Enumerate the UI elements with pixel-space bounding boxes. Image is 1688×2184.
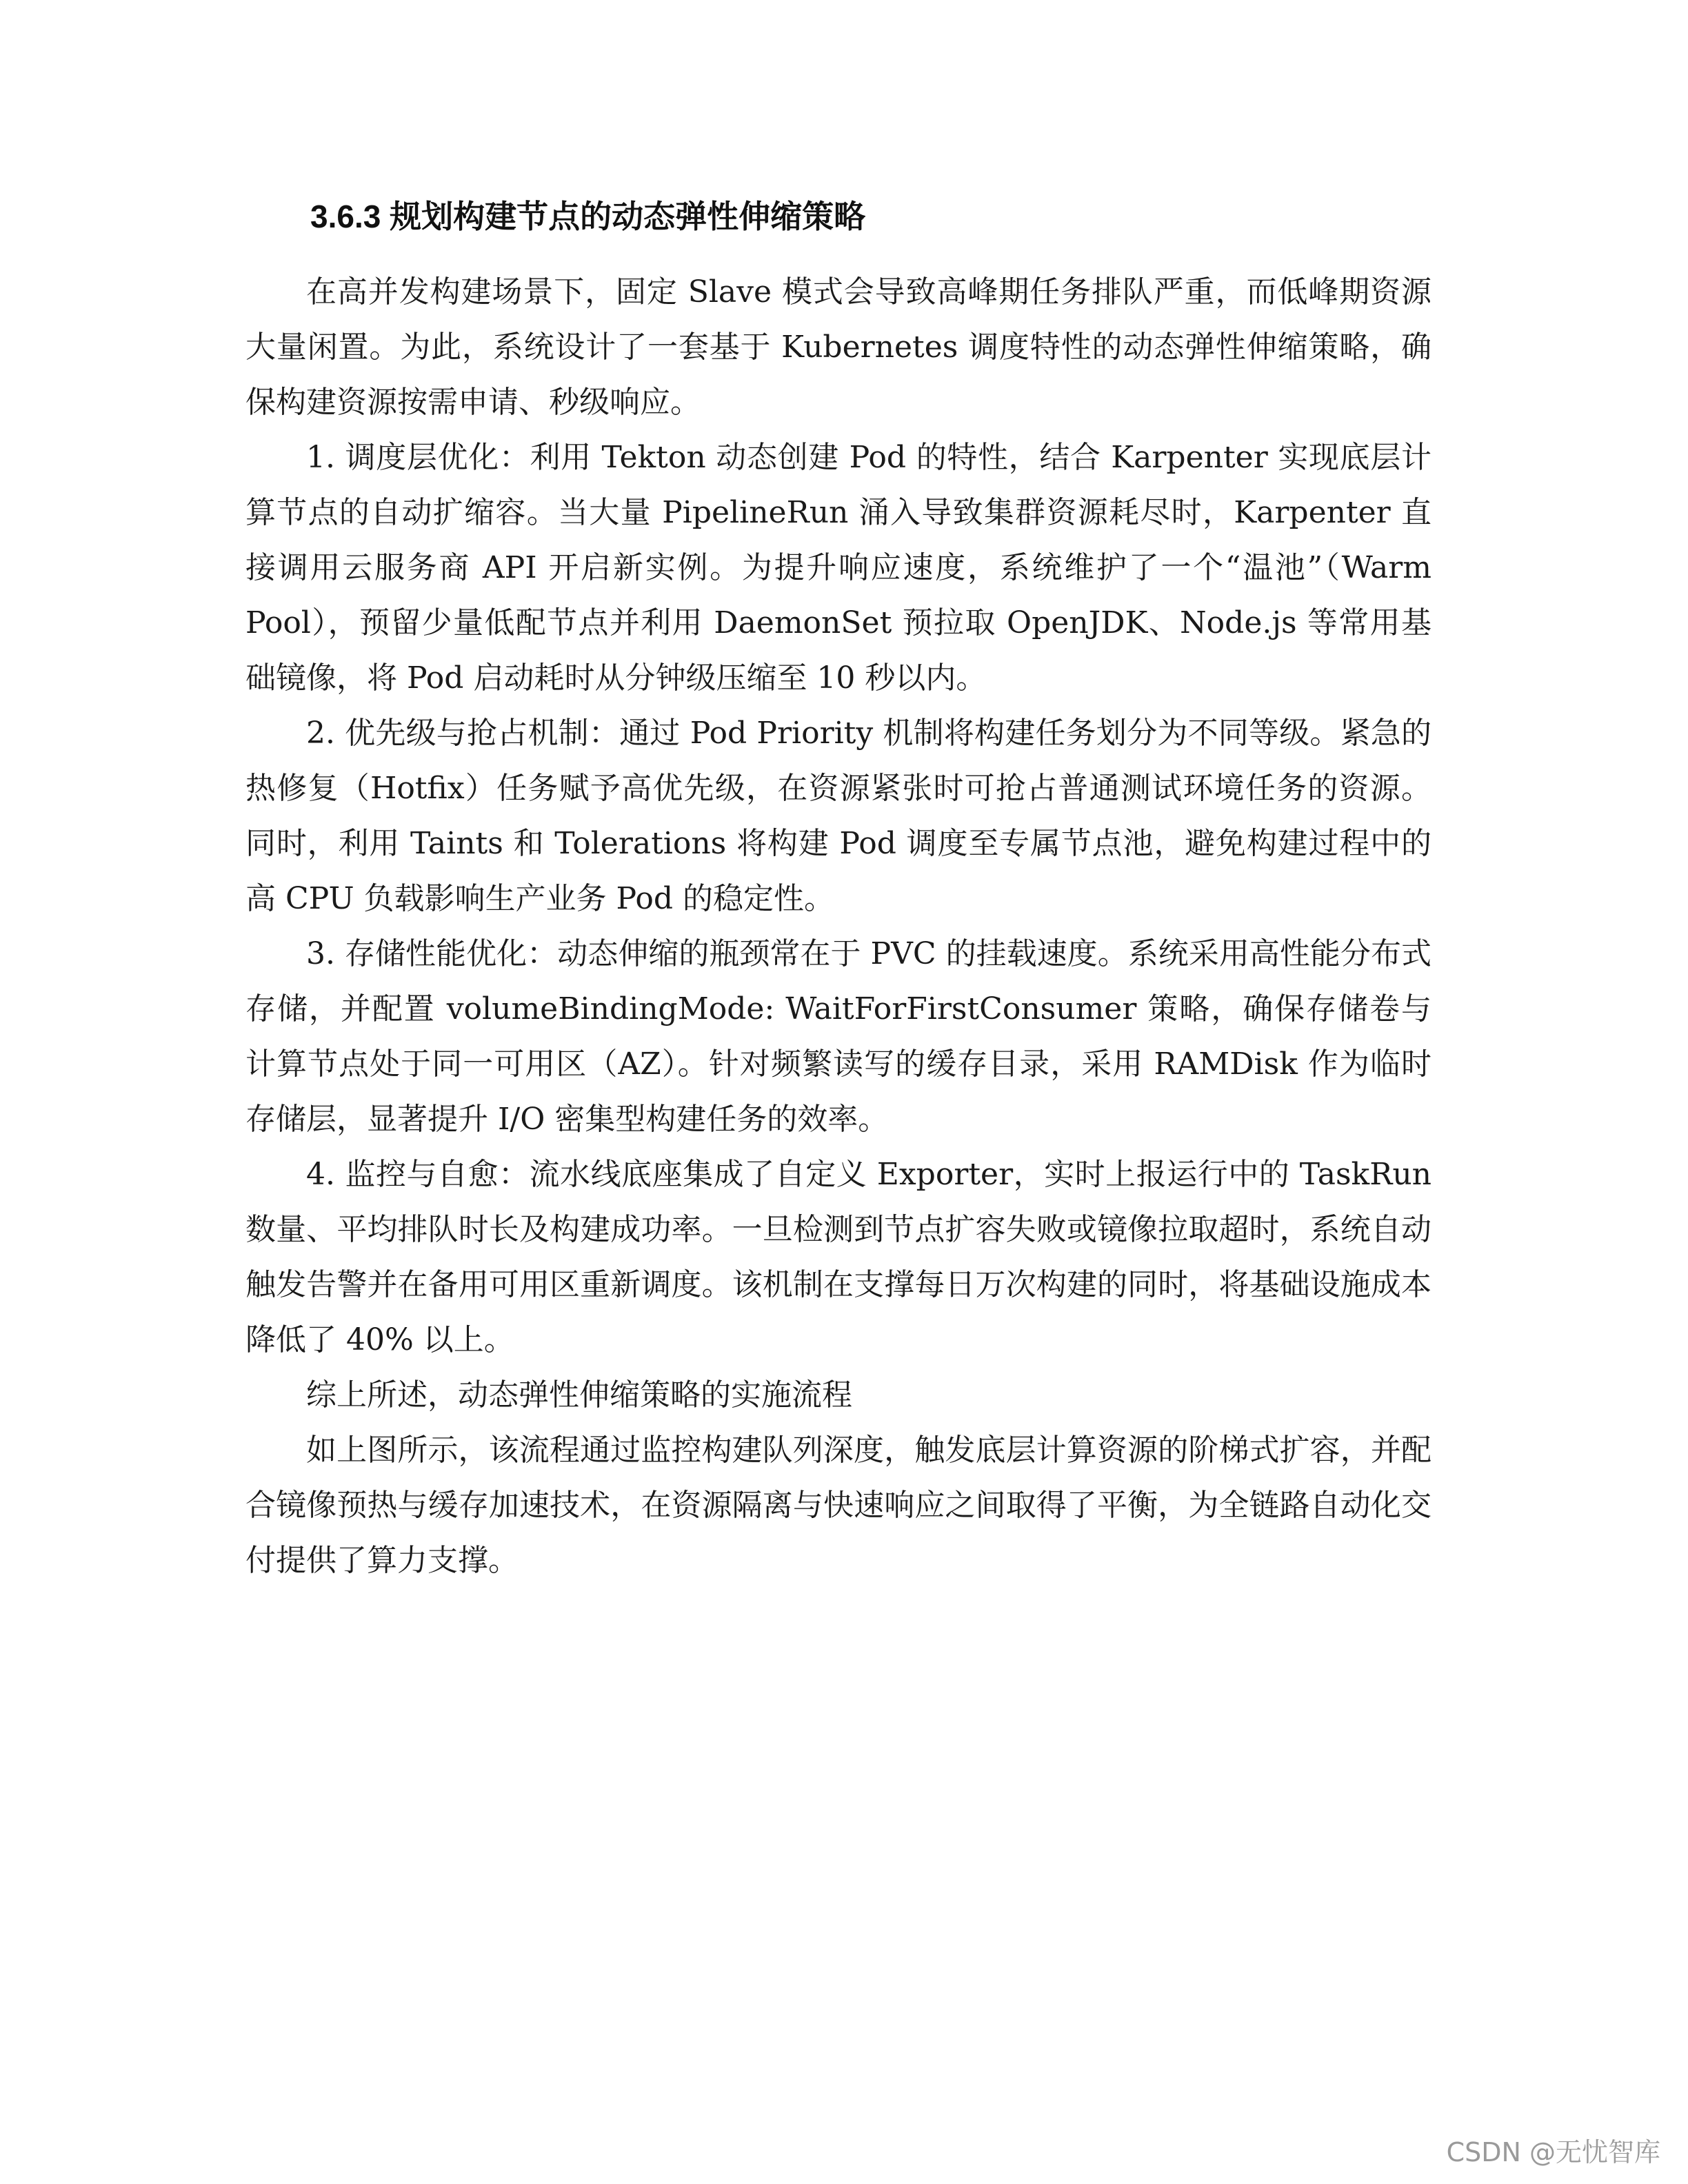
section-heading: 3.6.3 规划构建节点的动态弹性伸缩策略 [310,199,866,234]
paragraph-scheduling-optimization: 1. 调度层优化：利用 Tekton 动态创建 Pod 的特性，结合 Karpenter 实现底层计算节点的自动扩缩容。当大量 PipelineRun 涌入导致集群资源耗尽时，Karpenter 直接调用云服务商 API 开启新实例。为提升响应速度，系统维护了一个“温池”（Warm Pool），预留少量低配节点并利用 DaemonSet 预拉取 OpenJDK、Node.js 等常用基础镜像，将 Pod 启动耗时从分钟级压缩至 10 秒以内。 [245,440,1431,696]
paragraph-summary-lead: 综上所述，动态弹性伸缩策略的实施流程 [306,1377,852,1413]
csdn-watermark: CSDN @无忧智库 [1446,2137,1660,2167]
paragraph-conclusion: 如上图所示，该流程通过监控构建队列深度，触发底层计算资源的阶梯式扩容，并配合镜像预热与缓存加速技术，在资源隔离与快速响应之间取得了平衡，为全链路自动化交付提供了算力支撑。 [245,1433,1431,1578]
paragraph-storage-optimization: 3. 存储性能优化：动态伸缩的瓶颈常在于 PVC 的挂载速度。系统采用高性能分布式存储，并配置 volumeBindingMode: WaitForFirstConsumer 策略，确保存储卷与计算节点处于同一可用区（AZ）。针对频繁读写的缓存目录，采用 RAMDisk 作为临时存储层，显著提升 I/O 密集型构建任务的效率。 [245,936,1431,1137]
document-body [245,265,1431,1588]
paragraph-monitoring-self-healing: 4. 监控与自愈：流水线底座集成了自定义 Exporter，实时上报运行中的 TaskRun 数量、平均排队时长及构建成功率。一旦检测到节点扩容失败或镜像拉取超时，系统自动触发告警并在备用可用区重新调度。该机制在支撑每日万次构建的同时，将基础设施成本降低了 40% 以上。 [245,1157,1431,1357]
paragraph-intro: 在高并发构建场景下，固定 Slave 模式会导致高峰期任务排队严重，而低峰期资源大量闲置。为此，系统设计了一套基于 Kubernetes 调度特性的动态弹性伸缩策略，确保构建资源按需申请、秒级响应。 [245,274,1431,420]
paragraph-priority-preemption: 2. 优先级与抢占机制：通过 Pod Priority 机制将构建任务划分为不同等级。紧急的热修复（Hotfix）任务赋予高优先级，在资源紧张时可抢占普通测试环境任务的资源。同时，利用 Taints 和 Tolerations 将构建 Pod 调度至专属节点池，避免构建过程中的高 CPU 负载影响生产业务 Pod 的稳定性。 [245,716,1431,916]
